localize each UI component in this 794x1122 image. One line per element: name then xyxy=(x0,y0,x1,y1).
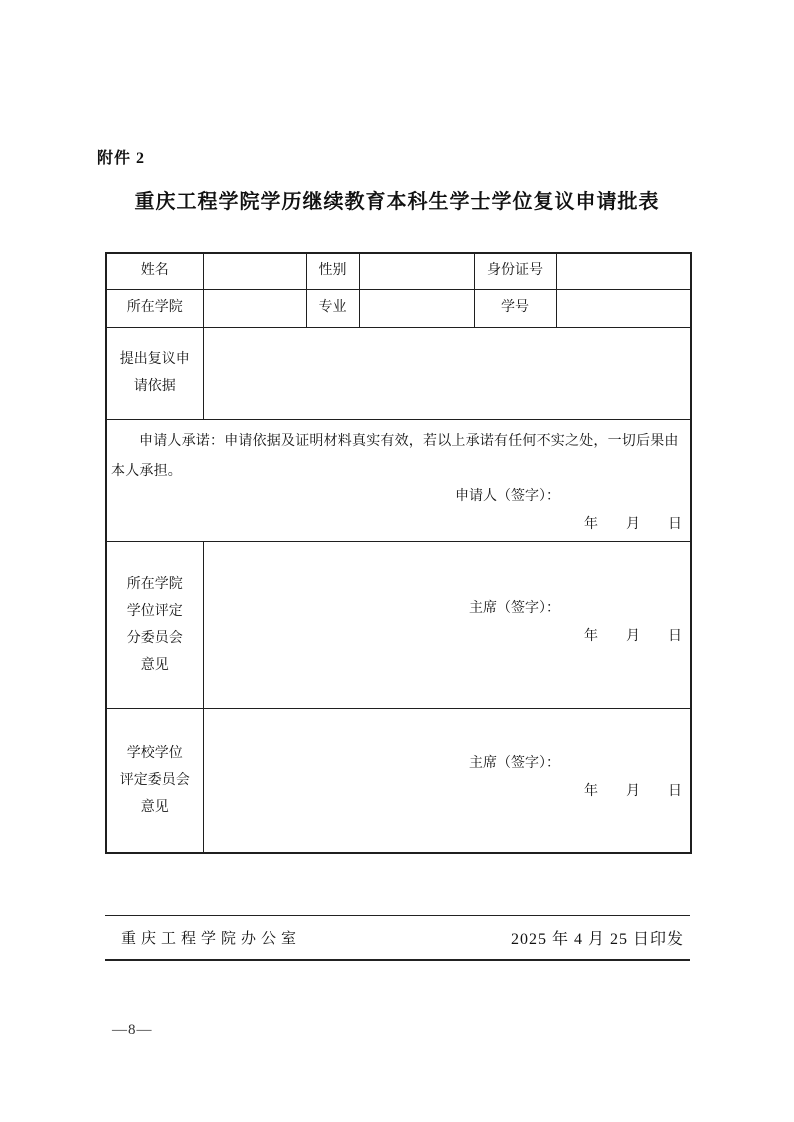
year-label: 年 xyxy=(584,517,598,532)
reconsideration-basis-value-cell xyxy=(203,327,691,419)
major-label: 专业 xyxy=(306,289,359,327)
day-label: 日 xyxy=(668,784,682,800)
issue-date: 2025 年 4 月 25 日印发 xyxy=(510,931,684,948)
table-row xyxy=(106,289,691,327)
document-footer xyxy=(105,915,690,961)
label-line: 意见 xyxy=(140,657,169,673)
table-row xyxy=(106,419,691,541)
reconsideration-basis-label xyxy=(106,327,203,419)
major-value-cell xyxy=(359,289,474,327)
label-line: 分委员会 xyxy=(126,630,183,646)
label-line: 所在学院 xyxy=(126,576,183,592)
chair-signature-label: 主席（签字）： xyxy=(469,756,560,772)
college-label: 所在学院 xyxy=(106,289,203,327)
table-row xyxy=(106,327,691,419)
committee-date-line xyxy=(204,628,691,646)
university-committee-opinion-cell xyxy=(203,708,691,853)
gender-value-cell xyxy=(359,253,474,289)
committee-date-line xyxy=(204,783,691,801)
chair-signature-label: 主席（签字）： xyxy=(469,600,560,616)
label-line: 请依据 xyxy=(133,379,176,394)
day-label: 日 xyxy=(668,628,682,644)
name-label: 姓名 xyxy=(106,253,203,289)
label-line: 评定委员会 xyxy=(119,772,190,788)
college-committee-opinion-label xyxy=(106,541,203,708)
applicant-signature-label: 申请人（签字）： xyxy=(455,489,560,504)
document-title: 重庆工程学院学历继续教育本科生学士学位复议申请批表 xyxy=(134,191,660,213)
college-committee-opinion-cell xyxy=(203,541,691,708)
label-line: 意见 xyxy=(140,799,169,815)
gender-label: 性别 xyxy=(306,253,359,289)
day-label: 日 xyxy=(668,517,682,532)
label-line: 提出复议申 xyxy=(119,352,190,367)
month-label: 月 xyxy=(626,628,640,644)
id-number-label: 身份证号 xyxy=(474,253,556,289)
month-label: 月 xyxy=(626,517,640,532)
table-row xyxy=(106,253,691,289)
year-label: 年 xyxy=(584,784,598,800)
student-id-value-cell xyxy=(556,289,691,327)
id-number-value-cell xyxy=(556,253,691,289)
label-line: 学校学位 xyxy=(126,745,183,761)
college-value-cell xyxy=(203,289,306,327)
attachment-label: 附件 2 xyxy=(97,150,146,167)
year-label: 年 xyxy=(584,628,598,644)
application-form-table xyxy=(105,252,692,854)
student-id-label: 学号 xyxy=(474,289,556,327)
university-committee-opinion-label xyxy=(106,708,203,853)
pledge-text: 申请人承诺：申请依据及证明材料真实有效，若以上承诺有任何不实之处，一切后果由本人承担。 xyxy=(111,434,679,479)
label-line: 学位评定 xyxy=(126,603,183,619)
page-number: —8— xyxy=(112,1022,153,1038)
name-value-cell xyxy=(203,253,306,289)
month-label: 月 xyxy=(626,784,640,800)
applicant-date-line xyxy=(107,516,690,534)
table-row xyxy=(106,541,691,708)
applicant-pledge-cell xyxy=(106,419,691,541)
table-row xyxy=(106,708,691,853)
issuing-office: 重庆工程学院办公室 xyxy=(121,931,302,947)
